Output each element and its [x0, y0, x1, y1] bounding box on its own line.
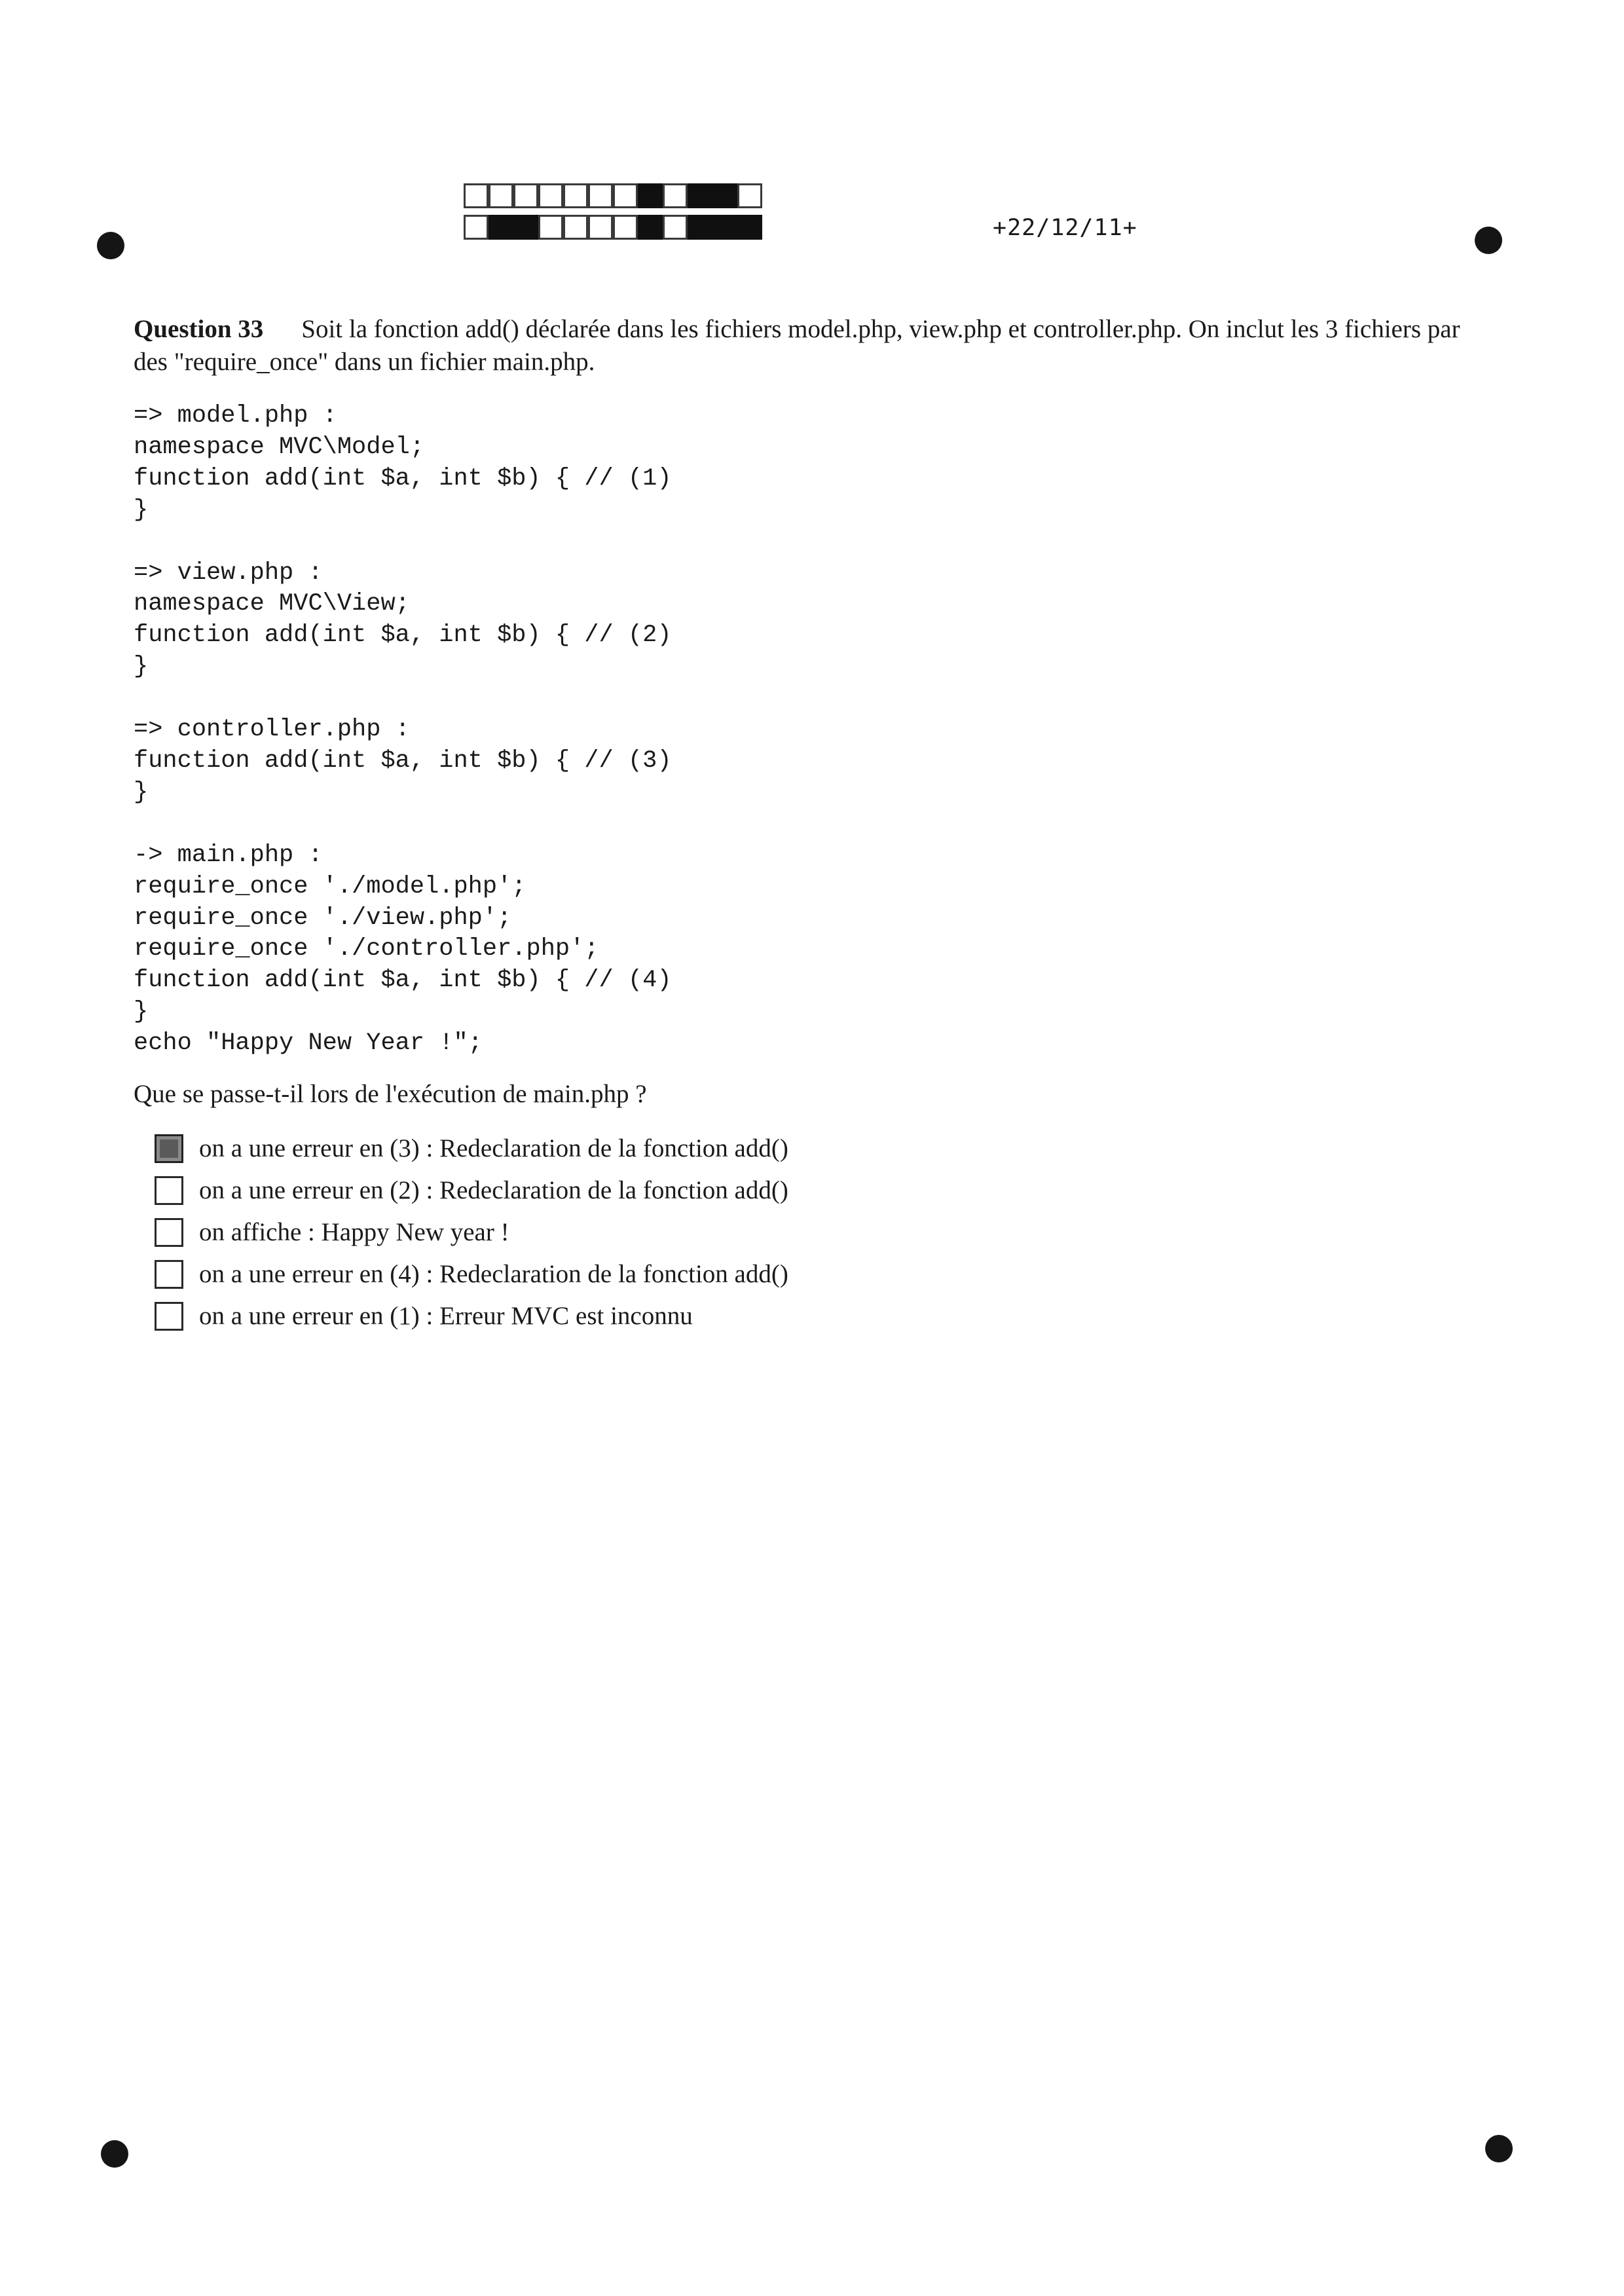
answer-checkbox[interactable]	[155, 1260, 183, 1289]
answer-checkbox[interactable]	[155, 1218, 183, 1247]
answer-list	[155, 1128, 788, 1337]
barcode-cell	[663, 215, 688, 240]
barcode-cell	[513, 183, 538, 208]
barcode-cell	[464, 215, 489, 240]
answer-checkbox[interactable]	[155, 1176, 183, 1205]
barcode-cell	[588, 183, 613, 208]
barcode-cell	[489, 215, 513, 240]
barcode-cell	[513, 215, 538, 240]
barcode-cell	[563, 183, 588, 208]
answer-text: on a une erreur en (3) : Redeclaration de la fonction add()	[199, 1134, 788, 1162]
answer-text: on a une erreur en (2) : Redeclaration de la fonction add()	[199, 1176, 788, 1204]
answer-checkbox[interactable]	[155, 1134, 183, 1163]
answer-option[interactable]	[155, 1295, 788, 1337]
page-id: +22/12/11+	[993, 215, 1137, 241]
barcode-cell	[737, 215, 762, 240]
answer-option[interactable]	[155, 1253, 788, 1295]
barcode-cell	[489, 183, 513, 208]
question-block	[134, 313, 1476, 379]
registration-mark-top-left	[97, 232, 124, 259]
barcode-cell	[712, 215, 737, 240]
barcode-cell	[613, 183, 638, 208]
question-text: Soit la fonction add() déclarée dans les fichiers model.php, view.php et controller.php. On inclut les 3 fichiers par des "require_once" dans un fichier main.php.	[134, 315, 1460, 376]
barcode-cell	[538, 183, 563, 208]
registration-mark-bottom-right	[1485, 2135, 1513, 2162]
registration-mark-bottom-left	[101, 2140, 128, 2168]
barcode-cell	[663, 183, 688, 208]
barcode-cell	[538, 215, 563, 240]
question-label: Question 33	[134, 315, 264, 343]
barcode-cell	[688, 215, 712, 240]
barcode-cell	[563, 215, 588, 240]
answer-checkbox[interactable]	[155, 1302, 183, 1331]
barcode-cell	[613, 215, 638, 240]
question-prompt: Que se passe-t-il lors de l'exécution de main.php ?	[134, 1080, 647, 1108]
barcode-cell	[588, 215, 613, 240]
answer-option[interactable]	[155, 1170, 788, 1212]
barcode-cell	[712, 183, 737, 208]
barcode-cell	[737, 183, 762, 208]
barcode-cell	[638, 215, 663, 240]
answer-text: on affiche : Happy New year !	[199, 1218, 509, 1246]
answer-option[interactable]	[155, 1128, 788, 1170]
barcode-cell	[638, 183, 663, 208]
answer-text: on a une erreur en (1) : Erreur MVC est inconnu	[199, 1302, 693, 1330]
code-listing: => model.php : namespace MVC\Model; function add(int $a, int $b) { // (1) } => view.php : namespace MVC\View; function add(int $a, int $b) { // (2) } => controller.php : function add(int $a, int $b) { // (3) } -> main.php : require_once './model.php'; require_once './view.php'; require_once './controller.php'; function add(int $a, int $b) { // (4) } echo "Happy New Year !";	[134, 402, 672, 1058]
answer-option[interactable]	[155, 1212, 788, 1253]
barcode-cell	[688, 183, 712, 208]
barcode-cell	[464, 183, 489, 208]
registration-mark-top-right	[1475, 227, 1502, 254]
answer-text: on a une erreur en (4) : Redeclaration de la fonction add()	[199, 1260, 788, 1288]
